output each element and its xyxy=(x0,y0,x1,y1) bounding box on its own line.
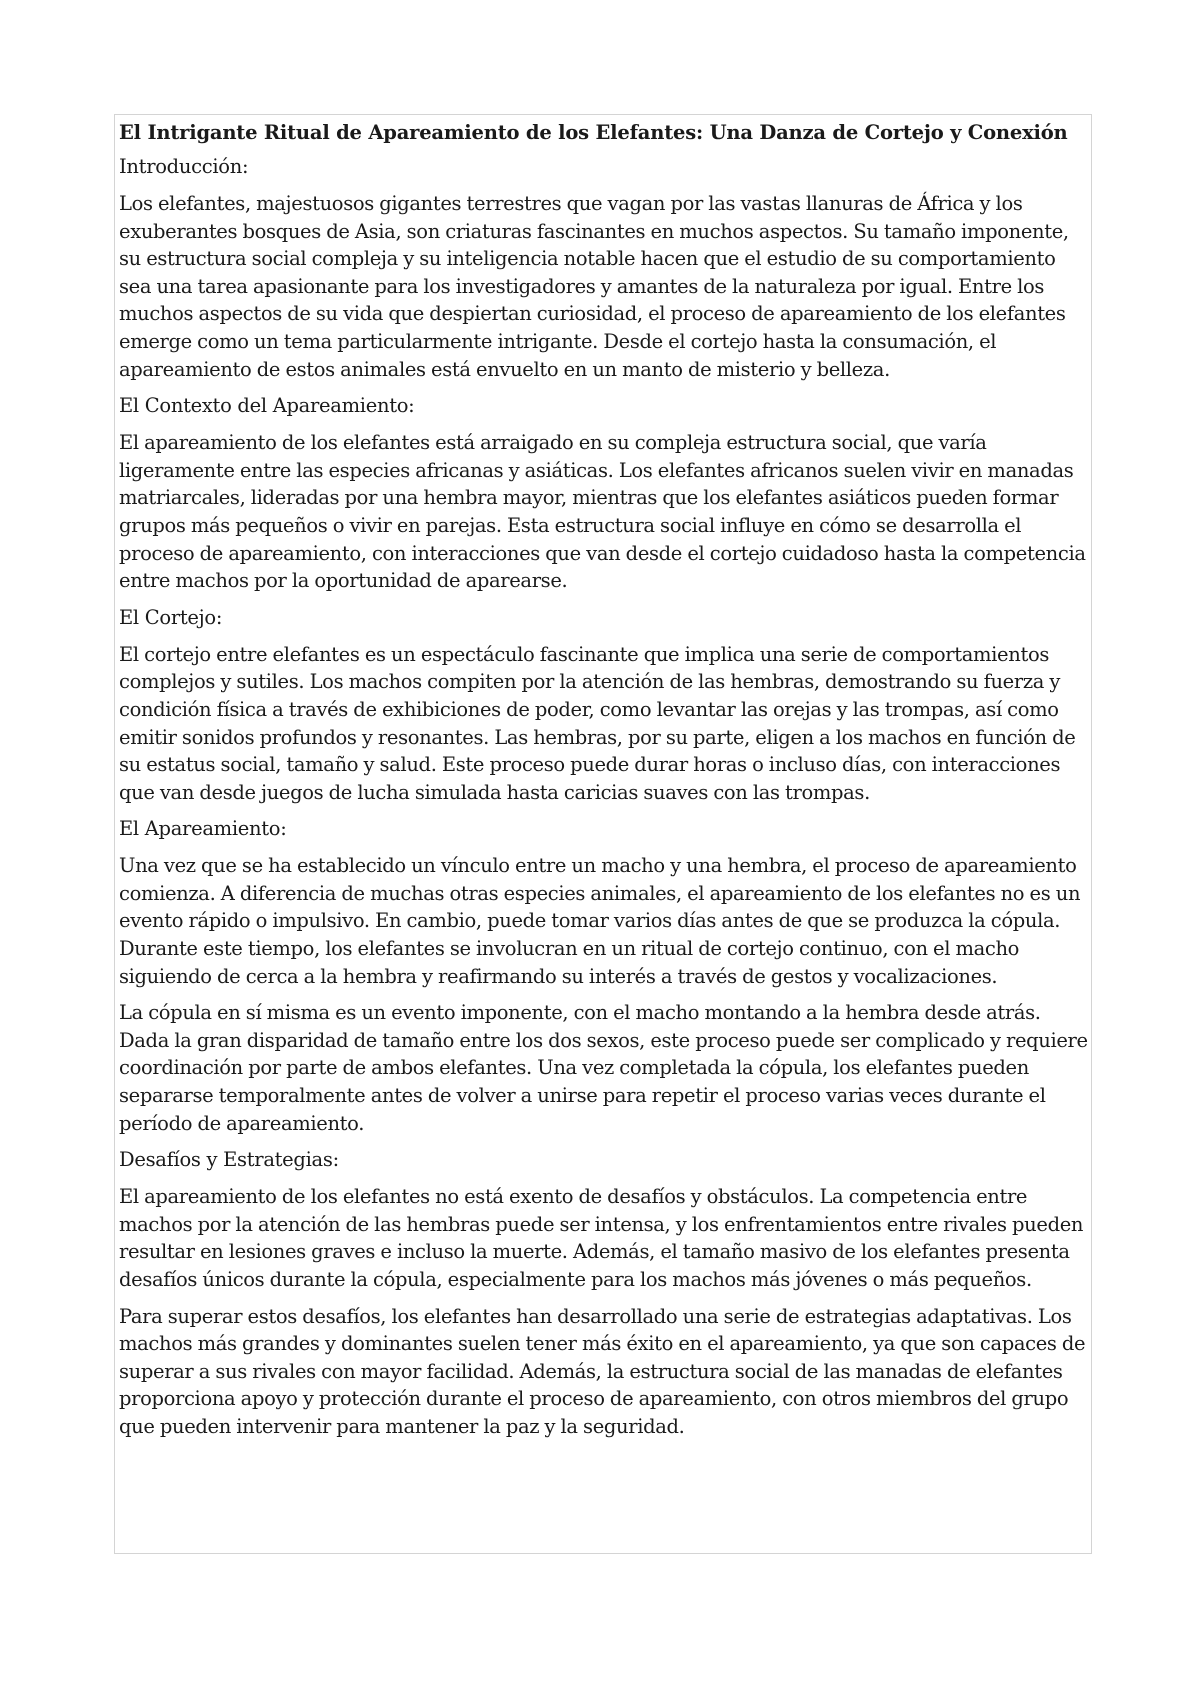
paragraph-apareamiento-1: Una vez que se ha establecido un vínculo entre un macho y una hembra, el proceso de apareamiento comienza. A diferencia de muchas otras especies animales, el apareamiento de los elefantes no es un evento rápido o impulsivo. En cambio, puede tomar varios días antes de que se produzca la cópula. Durante este tiempo, los elefantes se involucran en un ritual de cortejo continuo, con el macho siguiendo de cerca a la hembra y reafirmando su interés a través de gestos y vocalizaciones. xyxy=(119,854,1081,988)
section-heading-desafios: Desafíos y Estrategias: xyxy=(119,1148,339,1172)
document-page xyxy=(114,114,1092,1554)
section-heading-apareamiento: El Apareamiento: xyxy=(119,817,287,841)
paragraph-apareamiento-2: La cópula en sí misma es un evento imponente, con el macho montando a la hembra desde atrás. Dada la gran disparidad de tamaño entre los dos sexos, este proceso puede ser complicado y requiere coordinación por parte de ambos elefantes. Una vez completada la cópula, los elefantes pueden separarse temporalmente antes de volver a unirse para repetir el proceso varias veces durante el período de apareamiento. xyxy=(119,1001,1088,1135)
section-heading-contexto: El Contexto del Apareamiento: xyxy=(119,394,415,418)
section-heading-introduccion: Introducción: xyxy=(119,155,249,178)
section-heading-cortejo: El Cortejo: xyxy=(119,605,223,629)
document-title: El Intrigante Ritual de Apareamiento de los Elefantes: Una Danza de Cortejo y Conexión xyxy=(119,121,1068,144)
paragraph-desafios-1: El apareamiento de los elefantes no está exento de desafíos y obstáculos. La competencia entre machos por la atención de las hembras puede ser intensa, y los enfrentamientos entre rivales pueden resultar en lesiones graves e incluso la muerte. Además, el tamaño masivo de los elefantes presenta desafíos únicos durante la cópula, especialmente para los machos más jóvenes o más pequeños. xyxy=(119,1185,1084,1291)
paragraph-contexto: El apareamiento de los elefantes está arraigado en su compleja estructura social, que varía ligeramente entre las especies africanas y asiáticas. Los elefantes africanos suelen vivir en manadas matriarcales, lideradas por una hembra mayor, mientras que los elefantes asiáticos pueden formar grupos más pequeños o vivir en parejas. Esta estructura social influye en cómo se desarrolla el proceso de apareamiento, con interacciones que van desde el cortejo cuidadoso hasta la competencia entre machos por la oportunidad de aparearse. xyxy=(119,431,1086,593)
paragraph-introduccion: Los elefantes, majestuosos gigantes terrestres que vagan por las vastas llanuras de África y los exuberantes bosques de Asia, son criaturas fascinantes en muchos aspectos. Su tamaño imponente, su estructura social compleja y su inteligencia notable hacen que el estudio de su comportamiento sea una tarea apasionante para los investigadores y amantes de la naturaleza por igual. Entre los muchos aspectos de su vida que despiertan curiosidad, el proceso de apareamiento de los elefantes emerge como un tema particularmente intrigante. Desde el cortejo hasta la consumación, el apareamiento de estos animales está envuelto en un manto de misterio y belleza. xyxy=(119,192,1069,381)
paragraph-cortejo: El cortejo entre elefantes es un espectáculo fascinante que implica una serie de comportamientos complejos y sutiles. Los machos compiten por la atención de las hembras, demostrando su fuerza y condición física a través de exhibiciones de poder, como levantar las orejas y las trompas, así como emitir sonidos profundos y resonantes. Las hembras, por su parte, eligen a los machos en función de su estatus social, tamaño y salud. Este proceso puede durar horas o incluso días, con interacciones que van desde juegos de lucha simulada hasta caricias suaves con las trompas. xyxy=(119,642,1076,804)
paragraph-desafios-2: Para superar estos desafíos, los elefantes han desarrollado una serie de estrategias adaptativas. Los machos más grandes y dominantes suelen tener más éxito en el apareamiento, ya que son capaces de superar a sus rivales con mayor facilidad. Además, la estructura social de las manadas de elefantes proporciona apoyo y protección durante el proceso de apareamiento, con otros miembros del grupo que pueden intervenir para mantener la paz y la seguridad. xyxy=(119,1304,1086,1438)
